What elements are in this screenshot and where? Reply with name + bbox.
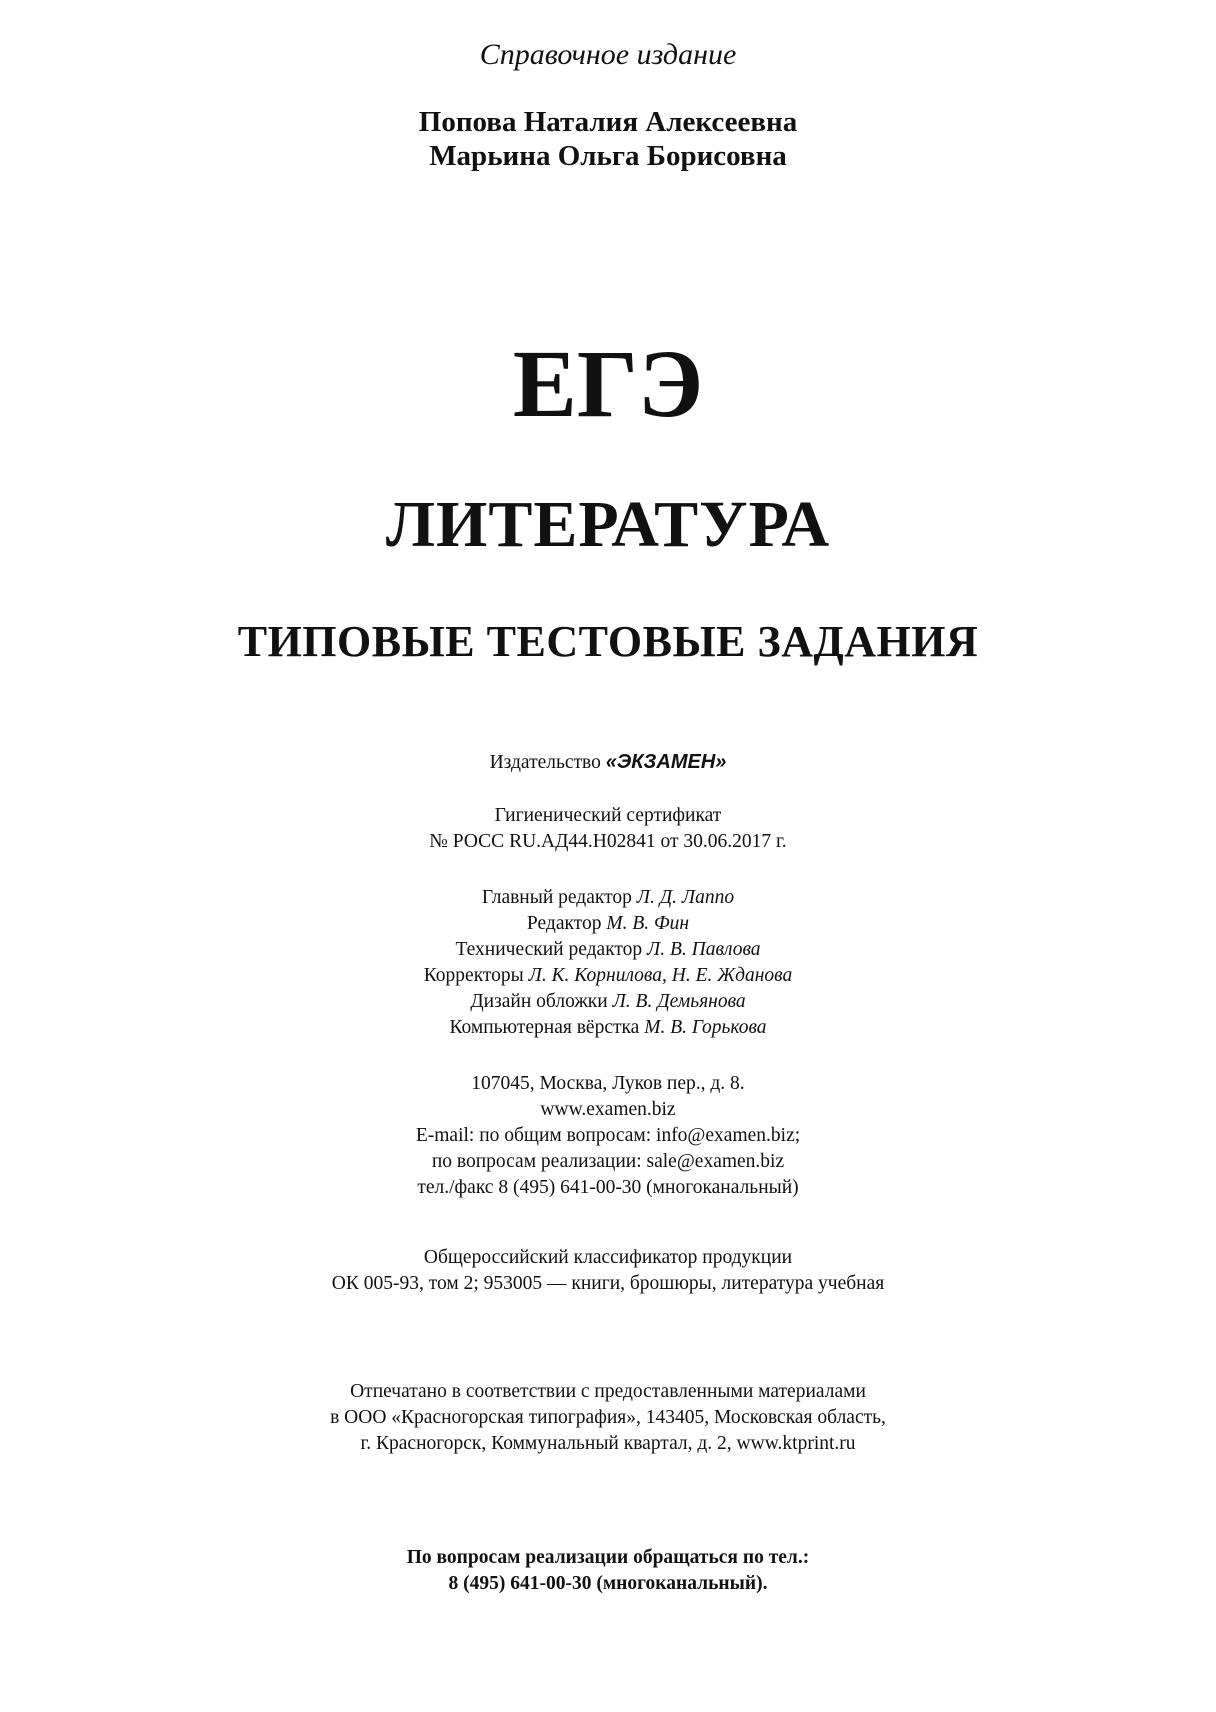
contact-address: 107045, Москва, Луков пер., д. 8. [471,1073,745,1094]
staff-role: Компьютерная вёрстка [449,1017,645,1038]
staff-cover-design [0,992,1216,1012]
certificate-line-2: № РОСС RU.АД44.Н02841 от 30.06.2017 г. [429,831,787,852]
exam-title: ЕГЭ [512,330,704,437]
staff-role: Технический редактор [455,939,648,960]
staff-name: Л. В. Павлова [647,939,761,960]
staff-role: Дизайн обложки [470,991,613,1012]
printing-line-1: Отпечатано в соответствии с предоставленными материалами [350,1381,866,1402]
classifier-line-1: Общероссийский классификатор продукции [423,1247,793,1268]
contact-email-sales: по вопросам реализации: sale@examen.biz [431,1151,785,1172]
publisher-line [0,752,1216,773]
certificate-line-1: Гигиенический сертификат [494,805,722,826]
contact-email-general: E-mail: по общим вопросам: info@examen.biz; [415,1125,801,1146]
subject-title: ЛИТЕРАТУРА [385,488,831,561]
staff-tech-editor [0,940,1216,960]
staff-name: Л. К. Корнилова, Н. Е. Жданова [528,965,793,986]
staff-name: М. В. Горькова [644,1017,767,1038]
staff-role: Главный редактор [481,887,637,908]
publisher-name: «ЭКЗАМЕН» [605,751,727,773]
publication-type: Справочное издание [479,38,737,71]
staff-chief-editor [0,888,1216,908]
author-1: Попова Наталия Алексеевна [418,106,798,138]
contact-phone: тел./факс 8 (495) 641-00-30 (многоканальный) [417,1177,799,1198]
staff-role: Корректоры [423,965,529,986]
subtitle: ТИПОВЫЕ ТЕСТОВЫЕ ЗАДАНИЯ [237,617,979,666]
staff-role: Редактор [526,913,607,934]
printing-line-2: в ООО «Красногорская типография», 143405, Московская область, [330,1407,886,1428]
staff-name: Л. В. Демьянова [612,991,746,1012]
contact-website: www.examen.biz [540,1099,676,1120]
staff-name: М. В. Фин [606,913,690,934]
author-2: Марьина Ольга Борисовна [429,140,787,172]
staff-proofreaders [0,966,1216,986]
staff-layout [0,1018,1216,1038]
printing-line-3: г. Красногорск, Коммунальный квартал, д. 2, www.ktprint.ru [360,1433,856,1454]
sales-line-1: По вопросам реализации обращаться по тел.: [406,1547,810,1568]
staff-editor [0,914,1216,934]
staff-name: Л. Д. Лаппо [636,887,735,908]
sales-line-2: 8 (495) 641-00-30 (многоканальный). [448,1573,768,1594]
classifier-line-2: ОК 005-93, том 2; 953005 — книги, брошюры, литература учебная [331,1273,885,1294]
publisher-prefix: Издательство [489,752,606,773]
